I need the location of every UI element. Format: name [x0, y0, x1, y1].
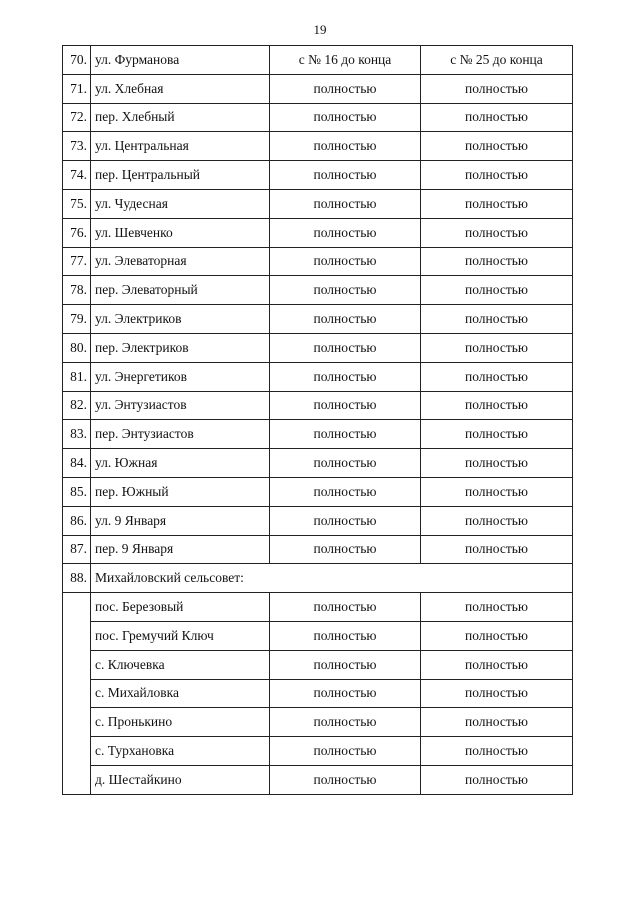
street-name: ул. Энтузиастов	[91, 391, 270, 420]
odd-side-range: с № 16 до конца	[270, 46, 421, 75]
odd-side-range: полностью	[270, 247, 421, 276]
table-row	[63, 333, 573, 362]
street-name: пер. Южный	[91, 477, 270, 506]
row-number: 78.	[63, 276, 91, 305]
table-row	[63, 477, 573, 506]
even-side-range: полностью	[421, 477, 573, 506]
table-row	[63, 765, 573, 794]
row-number: 82.	[63, 391, 91, 420]
table-row	[63, 46, 573, 75]
table-row	[63, 103, 573, 132]
empty-number-cell	[63, 593, 91, 622]
even-side-range: полностью	[421, 449, 573, 478]
even-side-range: полностью	[421, 535, 573, 564]
street-name: ул. Элеваторная	[91, 247, 270, 276]
table-row	[63, 506, 573, 535]
odd-side-range: полностью	[270, 679, 421, 708]
settlement-name: с. Турхановка	[91, 737, 270, 766]
street-name: ул. Фурманова	[91, 46, 270, 75]
even-side-range: полностью	[421, 276, 573, 305]
even-side-range: полностью	[421, 506, 573, 535]
odd-side-range: полностью	[270, 74, 421, 103]
row-number: 72.	[63, 103, 91, 132]
even-side-range: полностью	[421, 765, 573, 794]
even-side-range: полностью	[421, 391, 573, 420]
even-side-range: полностью	[421, 737, 573, 766]
settlement-name: пос. Березовый	[91, 593, 270, 622]
row-number: 88.	[63, 564, 91, 593]
even-side-range: полностью	[421, 333, 573, 362]
even-side-range: полностью	[421, 650, 573, 679]
street-name: пер. Электриков	[91, 333, 270, 362]
table-row	[63, 218, 573, 247]
row-number: 73.	[63, 132, 91, 161]
odd-side-range: полностью	[270, 333, 421, 362]
even-side-range: полностью	[421, 103, 573, 132]
table-row	[63, 276, 573, 305]
row-number: 70.	[63, 46, 91, 75]
street-name: ул. Энергетиков	[91, 362, 270, 391]
street-name: пер. Энтузиастов	[91, 420, 270, 449]
street-name: пер. Центральный	[91, 161, 270, 190]
empty-number-cell	[63, 765, 91, 794]
row-number: 83.	[63, 420, 91, 449]
odd-side-range: полностью	[270, 737, 421, 766]
row-number: 84.	[63, 449, 91, 478]
street-name: ул. Хлебная	[91, 74, 270, 103]
even-side-range: полностью	[421, 593, 573, 622]
street-name: ул. Южная	[91, 449, 270, 478]
table-row	[63, 391, 573, 420]
odd-side-range: полностью	[270, 593, 421, 622]
even-side-range: полностью	[421, 247, 573, 276]
row-number: 76.	[63, 218, 91, 247]
row-number: 77.	[63, 247, 91, 276]
table-row	[63, 449, 573, 478]
street-name: ул. Электриков	[91, 305, 270, 334]
odd-side-range: полностью	[270, 391, 421, 420]
odd-side-range: полностью	[270, 103, 421, 132]
table-row	[63, 132, 573, 161]
odd-side-range: полностью	[270, 535, 421, 564]
settlement-name: с. Михайловка	[91, 679, 270, 708]
odd-side-range: полностью	[270, 161, 421, 190]
street-name: ул. Шевченко	[91, 218, 270, 247]
table-body	[63, 46, 573, 795]
even-side-range: полностью	[421, 362, 573, 391]
odd-side-range: полностью	[270, 189, 421, 218]
settlement-name: с. Пронькино	[91, 708, 270, 737]
empty-number-cell	[63, 708, 91, 737]
street-name: ул. Чудесная	[91, 189, 270, 218]
odd-side-range: полностью	[270, 477, 421, 506]
odd-side-range: полностью	[270, 305, 421, 334]
odd-side-range: полностью	[270, 132, 421, 161]
table-row	[63, 737, 573, 766]
row-number: 85.	[63, 477, 91, 506]
table-row	[63, 621, 573, 650]
even-side-range: полностью	[421, 708, 573, 737]
table-row	[63, 362, 573, 391]
street-name: пер. Элеваторный	[91, 276, 270, 305]
table-row	[63, 708, 573, 737]
group-header-row	[63, 564, 573, 593]
even-side-range: полностью	[421, 161, 573, 190]
table-row	[63, 305, 573, 334]
odd-side-range: полностью	[270, 708, 421, 737]
even-side-range: полностью	[421, 74, 573, 103]
even-side-range: полностью	[421, 132, 573, 161]
row-number: 79.	[63, 305, 91, 334]
empty-number-cell	[63, 650, 91, 679]
table-row	[63, 535, 573, 564]
odd-side-range: полностью	[270, 276, 421, 305]
even-side-range: полностью	[421, 218, 573, 247]
table-row	[63, 74, 573, 103]
row-number: 87.	[63, 535, 91, 564]
table-row	[63, 247, 573, 276]
row-number: 75.	[63, 189, 91, 218]
odd-side-range: полностью	[270, 420, 421, 449]
odd-side-range: полностью	[270, 362, 421, 391]
odd-side-range: полностью	[270, 650, 421, 679]
even-side-range: полностью	[421, 679, 573, 708]
table-row	[63, 593, 573, 622]
streets-table	[62, 45, 573, 795]
table-row	[63, 679, 573, 708]
table-row	[63, 189, 573, 218]
even-side-range: полностью	[421, 189, 573, 218]
empty-number-cell	[63, 737, 91, 766]
settlement-name: д. Шестайкино	[91, 765, 270, 794]
group-title: Михайловский сельсовет:	[91, 564, 270, 593]
street-name: пер. 9 Января	[91, 535, 270, 564]
group-header-filler	[270, 564, 573, 593]
empty-number-cell	[63, 621, 91, 650]
row-number: 71.	[63, 74, 91, 103]
settlement-name: пос. Гремучий Ключ	[91, 621, 270, 650]
odd-side-range: полностью	[270, 765, 421, 794]
street-name: ул. 9 Января	[91, 506, 270, 535]
even-side-range: полностью	[421, 621, 573, 650]
empty-number-cell	[63, 679, 91, 708]
odd-side-range: полностью	[270, 506, 421, 535]
table-row	[63, 161, 573, 190]
odd-side-range: полностью	[270, 449, 421, 478]
even-side-range: с № 25 до конца	[421, 46, 573, 75]
table-row	[63, 650, 573, 679]
row-number: 74.	[63, 161, 91, 190]
odd-side-range: полностью	[270, 621, 421, 650]
odd-side-range: полностью	[270, 218, 421, 247]
row-number: 86.	[63, 506, 91, 535]
even-side-range: полностью	[421, 305, 573, 334]
street-name: пер. Хлебный	[91, 103, 270, 132]
settlement-name: с. Ключевка	[91, 650, 270, 679]
table-row	[63, 420, 573, 449]
row-number: 80.	[63, 333, 91, 362]
even-side-range: полностью	[421, 420, 573, 449]
street-name: ул. Центральная	[91, 132, 270, 161]
page-number: 19	[313, 22, 327, 37]
row-number: 81.	[63, 362, 91, 391]
